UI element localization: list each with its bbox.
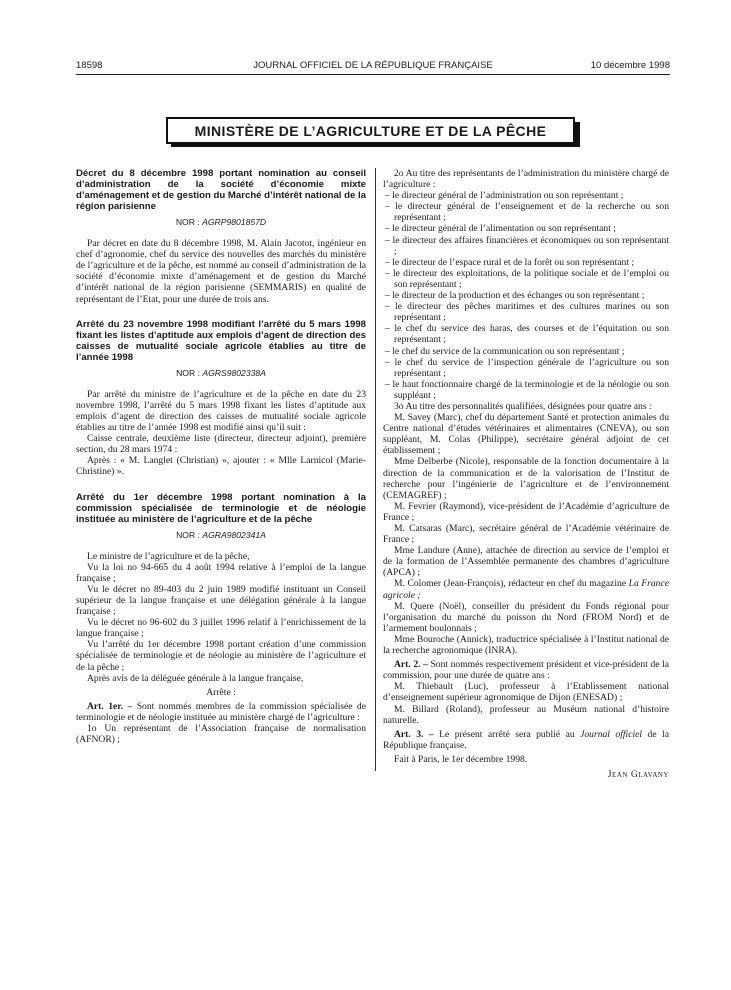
paragraph: Vu la loi no 94-665 du 4 août 1994 relative à l’emploi de la langue française ; <box>76 561 366 584</box>
ministry-heading: MINISTÈRE DE L’AGRICULTURE ET DE LA PÊCHE <box>166 117 575 144</box>
list-item: – le directeur général de l’alimentation ou son représentant ; <box>385 223 616 235</box>
paragraph: Mme Delberbe (Nicole), responsable de la fonction documentaire à la direction de la communication et de la valorisation de l’Institut de recherche pour l’ingénierie de l’agriculture et de l’environnement (CEMAGREF) ; <box>383 456 669 501</box>
paragraph: M. Quere (Noël), conseiller du président du Fonds régional pour l’organisation du marché du poisson du Nord (FROM Nord) et de l’armement boulonnais ; <box>383 600 669 634</box>
paragraph: Mme Landure (Anne), attachée de direction au service de l’emploi et de la formation de l’Assemblée permanente des chambres d’agriculture (APCA) ; <box>383 545 669 579</box>
issue-date: 10 décembre 1998 <box>590 60 670 71</box>
journal-title: JOURNAL OFFICIEL DE LA RÉPUBLIQUE FRANÇAISE <box>253 60 493 71</box>
paragraph: 3o Au titre des personnalités qualifiées, désignées pour quatre ans : <box>394 400 652 412</box>
list-item: – le directeur général de l’administration ou son représentant ; <box>385 190 624 202</box>
paragraph: Après avis de la déléguée générale à la langue française, <box>87 672 304 684</box>
paragraph: Le ministre de l’agriculture et de la pêche, <box>87 550 250 562</box>
list-item: – le haut fonctionnaire chargé de la terminologie et de la néologie ou son suppléant ; <box>385 378 669 401</box>
admin-list <box>383 190 669 401</box>
list-item: – le directeur des affaires financières et économiques ou son représentant ; <box>385 234 669 257</box>
list-item: – le directeur des pêches maritimes et des cultures marines ou son représentant ; <box>385 301 669 324</box>
arrete-title: Arrêté du 1er décembre 1998 portant nomination à la commission spécialisée de terminologie et de néologie instituée au ministère de l’agriculture et de la pêche <box>76 491 366 525</box>
article-3: Art. 3. – Le présent arrêté sera publié au Journal officiel de la République française. <box>383 728 669 751</box>
paragraph: 1o Un représentant de l’Association française de normalisation (AFNOR) ; <box>76 723 366 746</box>
page-number: 18598 <box>76 60 103 71</box>
list-item: – le chef du service de l’inspection générale de l’agriculture ou son représentant ; <box>385 356 669 379</box>
paragraph: 2o Au titre des représentants de l’administration du ministère chargé de l’agriculture : <box>383 168 669 191</box>
paragraph: Vu le décret no 89-403 du 2 juin 1989 modifié instituant un Conseil supérieur de la langue française et une délégation générale à la langue française ; <box>76 583 366 618</box>
list-item: – le directeur des exploitations, de la politique sociale et de l’emploi ou son représentant ; <box>385 267 669 290</box>
arrete-word: Arrête : <box>206 686 236 698</box>
left-column <box>76 168 366 745</box>
paragraph: Vu l’arrêté du 1er décembre 1998 portant création d’une commission spécialisée de terminologie et de néologie au ministère de l’agriculture et de la pêche ; <box>76 639 366 673</box>
paragraph: M. Fevrier (Raymond), vice-président de l’Académie d’agriculture de France ; <box>383 500 669 523</box>
article-1: Art. 1er. – Sont nommés membres de la commission spécialisée de terminologie et de néologie instituée au ministère chargé de l’agriculture : <box>76 700 366 723</box>
decree-body: Par décret en date du 8 décembre 1998, M. Alain Jacotot, ingénieur en chef d’agronomie, chef du service des nouvelles des marchés du ministère de l’agriculture et de la pêche, est nommé au conseil d’administration de la société d’économie mixte d’aménagement et de gestion du Marché d’intérêt national de la région parisienne (SEMMARIS) en qualité de représentant de l’Etat, pour une durée de trois ans. <box>76 238 366 305</box>
list-item: – le directeur de l’espace rural et de la forêt ou son représentant ; <box>385 256 635 268</box>
nor-reference: NOR : AGRA9802341A <box>176 529 266 540</box>
paragraph: M. Billard (Roland), professeur au Muséum national d’histoire naturelle. <box>383 703 669 726</box>
done-at: Fait à Paris, le 1er décembre 1998. <box>394 753 528 765</box>
paragraph: M. Thiebault (Luc), professeur à l’Etablissement national d’enseignement supérieur agronomique de Dijon (ENESAD) ; <box>383 681 669 704</box>
decree-title: Décret du 8 décembre 1998 portant nomination au conseil d’administration de la société d’économie mixte d’aménagement et de gestion du Marché d’intérêt national de la région parisienne <box>76 168 367 212</box>
header-rule <box>76 74 670 75</box>
article-2: Art. 2. – Sont nommés respectivement président et vice-président de la commission, pour une durée de quatre ans : <box>383 659 669 682</box>
paragraph: M. Catsaras (Marc), secrétaire général de l’Académie vétérinaire de France ; <box>383 523 669 546</box>
paragraph: M. Colomer (Jean-François), rédacteur en chef du magazine La France agricole ; <box>383 578 669 601</box>
paragraph: Caisse centrale, deuxième liste (directeur, directeur adjoint), première section, du 28 mars 1974 : <box>76 433 366 456</box>
list-item: – le directeur général de l’enseignement et de la recherche ou son représentant ; <box>385 201 669 224</box>
nor-reference: NOR : AGRS9802338A <box>176 367 266 378</box>
paragraph: M. Savey (Marc), chef du département Santé et protection animales du Centre national d’études vétérinaires et alimentaires (CNEVA), ou son suppléant, M. Colas (Philippe), secrétaire général adjoint de cet établissement ; <box>383 412 669 457</box>
paragraph: Mme Bouroche (Annick), traductrice spécialisée à l’Institut national de la recherche agronomique (INRA). <box>383 633 669 657</box>
list-item: – le directeur de la production et des échanges ou son représentant ; <box>385 290 645 302</box>
paragraph: Vu le décret no 96-602 du 3 juillet 1996 relatif à l’enrichissement de la langue française ; <box>76 617 366 640</box>
page-header <box>76 60 670 74</box>
list-item: – le chef du service des haras, des courses et de l’équitation ou son représentant ; <box>385 323 669 346</box>
signature: Jean Glavany <box>607 768 669 780</box>
right-column <box>383 168 669 780</box>
list-item: – le chef du service de la communication ou son représentant ; <box>385 345 625 357</box>
paragraph: Par arrêté du ministre de l’agriculture et de la pêche en date du 23 novembre 1998, l’arrêté du 5 mars 1998 fixant les listes d’aptitude aux emplois d’agent de direction des caisses de mutualité sociale agricole établies au titre de l’année 1998 est modifié ainsi qu’il suit : <box>76 388 366 434</box>
nor-reference: NOR : AGRP9801857D <box>175 217 267 227</box>
column-divider <box>375 168 376 771</box>
paragraph: Après : « M. Langlet (Christian) », ajouter : « Mlle Larnicol (Marie-Christine) ». <box>76 455 366 478</box>
arrete-title: Arrêté du 23 novembre 1998 modifiant l’arrêté du 5 mars 1998 fixant les listes d’aptitude aux emplois d’agent de direction des caisses de mutualité sociale agricole établies au titre de l’année 1998 <box>76 318 366 363</box>
